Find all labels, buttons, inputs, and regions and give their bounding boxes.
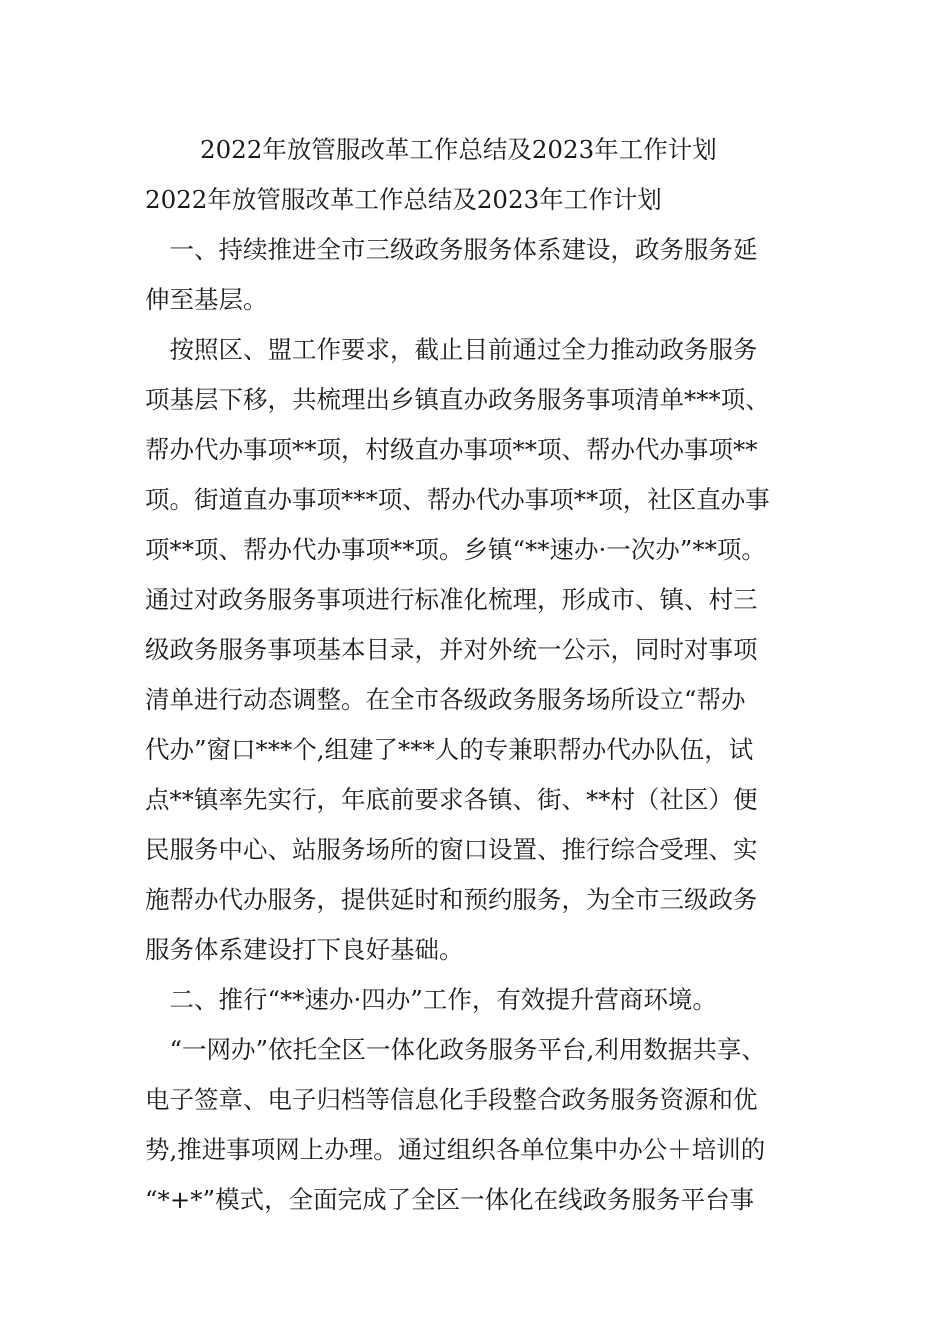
text-line: 清单进行动态调整。在全市各级政务服务场所设立“帮办 bbox=[145, 685, 746, 714]
text-line: 项基层下移，共梳理出乡镇直办政务服务事项清单***项、 bbox=[145, 385, 770, 414]
text-line: 民服务中心、站服务场所的窗口设置、推行综合受理、实 bbox=[145, 835, 758, 864]
text-line: 级政务服务事项基本目录，并对外统一公示，同时对事项 bbox=[145, 635, 758, 664]
document-subtitle: 2022年放管服改革工作总结及2023年工作计划 bbox=[145, 185, 662, 214]
text-line: 服务体系建设打下良好基础。 bbox=[145, 935, 464, 964]
text-line: 项。街道直办事项***项、帮办代办事项**项，社区直办事 bbox=[145, 485, 770, 514]
text-line: 伸至基层。 bbox=[145, 285, 268, 314]
text-line: 帮办代办事项**项，村级直办事项**项、帮办代办事项** bbox=[145, 435, 758, 464]
section-heading-1: 一、持续推进全市三级政务服务体系建设，政务服务延 bbox=[145, 235, 758, 264]
section-heading-2: 二、推行“**速办·四办”工作，有效提升营商环境。 bbox=[145, 985, 717, 1014]
text-line: 势,推进事项网上办理。通过组织各单位集中办公＋培训的 bbox=[145, 1135, 766, 1164]
document-title: 2022年放管服改革工作总结及2023年工作计划 bbox=[200, 135, 717, 164]
text-line: 按照区、盟工作要求，截止目前通过全力推动政务服务 bbox=[145, 335, 758, 364]
text-line: “一网办”依托全区一体化政务服务平台,利用数据共享、 bbox=[145, 1035, 766, 1064]
text-line: 通过对政务服务事项进行标准化梳理，形成市、镇、村三 bbox=[145, 585, 758, 614]
text-line: 项**项、帮办代办事项**项。乡镇“**速办·一次办”**项。 bbox=[145, 535, 766, 564]
text-line: 施帮办代办服务，提供延时和预约服务，为全市三级政务 bbox=[145, 885, 758, 914]
text-line: 点**镇率先实行，年底前要求各镇、街、**村（社区）便 bbox=[145, 785, 758, 814]
text-line: “*+*”模式，全面完成了全区一体化在线政务服务平台事 bbox=[145, 1185, 755, 1214]
text-line: 电子签章、电子归档等信息化手段整合政务服务资源和优 bbox=[145, 1085, 758, 1114]
text-line: 代办”窗口***个,组建了***人的专兼职帮办代办队伍，试 bbox=[145, 735, 754, 764]
